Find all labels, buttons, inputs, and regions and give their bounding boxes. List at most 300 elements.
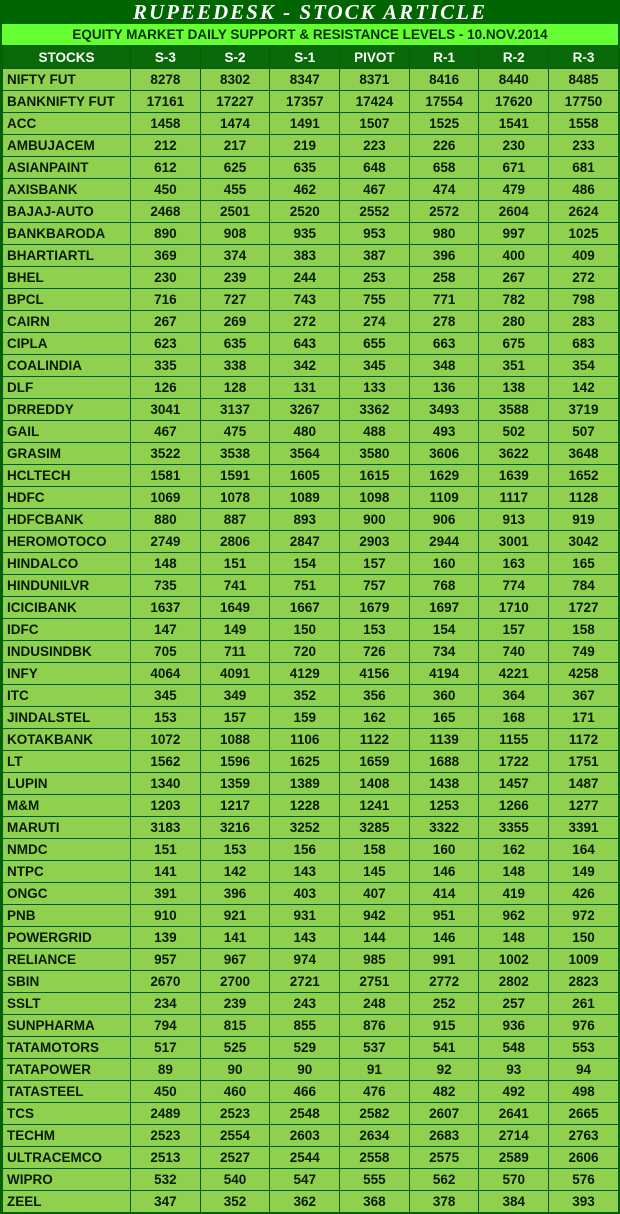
stock-name-cell: BHARTIARTL — [3, 245, 131, 267]
stock-name-cell: BANKBARODA — [3, 223, 131, 245]
stock-name-cell: GRASIM — [3, 443, 131, 465]
level-value-cell: 576 — [549, 1169, 619, 1191]
level-value-cell: 1359 — [200, 773, 270, 795]
stock-name-cell: HDFCBANK — [3, 509, 131, 531]
level-value-cell: 90 — [200, 1059, 270, 1081]
table-row — [3, 927, 619, 949]
stock-name-cell: PNB — [3, 905, 131, 927]
level-value-cell: 351 — [479, 355, 549, 377]
level-value-cell: 162 — [340, 707, 410, 729]
level-value-cell: 2604 — [479, 201, 549, 223]
level-value-cell: 158 — [549, 619, 619, 641]
level-value-cell: 419 — [479, 883, 549, 905]
level-value-cell: 1072 — [131, 729, 201, 751]
stock-name-cell: SSLT — [3, 993, 131, 1015]
level-value-cell: 1025 — [549, 223, 619, 245]
level-value-cell: 980 — [409, 223, 479, 245]
level-value-cell: 4091 — [200, 663, 270, 685]
level-value-cell: 8440 — [479, 69, 549, 91]
level-value-cell: 1525 — [409, 113, 479, 135]
level-value-cell: 675 — [479, 333, 549, 355]
level-value-cell: 1069 — [131, 487, 201, 509]
level-value-cell: 1637 — [131, 597, 201, 619]
table-row — [3, 619, 619, 641]
level-value-cell: 143 — [270, 861, 340, 883]
table-row — [3, 311, 619, 333]
level-value-cell: 223 — [340, 135, 410, 157]
stock-name-cell: MARUTI — [3, 817, 131, 839]
level-value-cell: 128 — [200, 377, 270, 399]
level-value-cell: 3216 — [200, 817, 270, 839]
level-value-cell: 492 — [479, 1081, 549, 1103]
level-value-cell: 1659 — [340, 751, 410, 773]
level-value-cell: 460 — [200, 1081, 270, 1103]
level-value-cell: 158 — [340, 839, 410, 861]
table-row — [3, 1191, 619, 1213]
level-value-cell: 935 — [270, 223, 340, 245]
level-value-cell: 217 — [200, 135, 270, 157]
level-value-cell: 476 — [340, 1081, 410, 1103]
level-value-cell: 1474 — [200, 113, 270, 135]
table-row — [3, 641, 619, 663]
level-value-cell: 2527 — [200, 1147, 270, 1169]
level-value-cell: 919 — [549, 509, 619, 531]
level-value-cell: 3355 — [479, 817, 549, 839]
level-value-cell: 1253 — [409, 795, 479, 817]
table-row — [3, 817, 619, 839]
level-value-cell: 716 — [131, 289, 201, 311]
level-value-cell: 570 — [479, 1169, 549, 1191]
table-row — [3, 487, 619, 509]
column-header: R-1 — [409, 46, 479, 69]
stock-name-cell: TATAMOTORS — [3, 1037, 131, 1059]
table-row — [3, 333, 619, 355]
level-value-cell: 2641 — [479, 1103, 549, 1125]
level-value-cell: 239 — [200, 267, 270, 289]
level-value-cell: 89 — [131, 1059, 201, 1081]
level-value-cell: 1458 — [131, 113, 201, 135]
column-header: S-3 — [131, 46, 201, 69]
table-row — [3, 971, 619, 993]
level-value-cell: 360 — [409, 685, 479, 707]
level-value-cell: 138 — [479, 377, 549, 399]
level-value-cell: 345 — [131, 685, 201, 707]
level-value-cell: 517 — [131, 1037, 201, 1059]
stock-name-cell: AMBUJACEM — [3, 135, 131, 157]
stock-name-cell: DLF — [3, 377, 131, 399]
table-row — [3, 883, 619, 905]
level-value-cell: 1228 — [270, 795, 340, 817]
table-row — [3, 905, 619, 927]
table-row — [3, 443, 619, 465]
table-row — [3, 993, 619, 1015]
level-value-cell: 139 — [131, 927, 201, 949]
level-value-cell: 4064 — [131, 663, 201, 685]
stock-name-cell: ACC — [3, 113, 131, 135]
level-value-cell: 1457 — [479, 773, 549, 795]
level-value-cell: 91 — [340, 1059, 410, 1081]
level-value-cell: 352 — [200, 1191, 270, 1213]
page-subtitle: EQUITY MARKET DAILY SUPPORT & RESISTANCE LEVELS - 10.NOV.2014 — [2, 24, 618, 45]
level-value-cell: 482 — [409, 1081, 479, 1103]
level-value-cell: 985 — [340, 949, 410, 971]
level-value-cell: 348 — [409, 355, 479, 377]
stock-name-cell: CIPLA — [3, 333, 131, 355]
stock-name-cell: JINDALSTEL — [3, 707, 131, 729]
level-value-cell: 974 — [270, 949, 340, 971]
level-value-cell: 230 — [479, 135, 549, 157]
level-value-cell: 154 — [270, 553, 340, 575]
level-value-cell: 450 — [131, 1081, 201, 1103]
level-value-cell: 498 — [549, 1081, 619, 1103]
level-value-cell: 1562 — [131, 751, 201, 773]
level-value-cell: 261 — [549, 993, 619, 1015]
level-value-cell: 391 — [131, 883, 201, 905]
level-value-cell: 1002 — [479, 949, 549, 971]
level-value-cell: 1217 — [200, 795, 270, 817]
level-value-cell: 537 — [340, 1037, 410, 1059]
level-value-cell: 936 — [479, 1015, 549, 1037]
table-row — [3, 289, 619, 311]
level-value-cell: 8485 — [549, 69, 619, 91]
level-value-cell: 171 — [549, 707, 619, 729]
level-value-cell: 502 — [479, 421, 549, 443]
level-value-cell: 396 — [409, 245, 479, 267]
level-value-cell: 1117 — [479, 487, 549, 509]
level-value-cell: 2558 — [340, 1147, 410, 1169]
level-value-cell: 462 — [270, 179, 340, 201]
level-value-cell: 547 — [270, 1169, 340, 1191]
level-value-cell: 726 — [340, 641, 410, 663]
level-value-cell: 900 — [340, 509, 410, 531]
level-value-cell: 2944 — [409, 531, 479, 553]
level-value-cell: 1639 — [479, 465, 549, 487]
level-value-cell: 2575 — [409, 1147, 479, 1169]
table-row — [3, 267, 619, 289]
level-value-cell: 3719 — [549, 399, 619, 421]
level-value-cell: 2806 — [200, 531, 270, 553]
level-value-cell: 4221 — [479, 663, 549, 685]
level-value-cell: 798 — [549, 289, 619, 311]
level-value-cell: 8302 — [200, 69, 270, 91]
level-value-cell: 226 — [409, 135, 479, 157]
stock-name-cell: M&M — [3, 795, 131, 817]
level-value-cell: 1710 — [479, 597, 549, 619]
stock-name-cell: KOTAKBANK — [3, 729, 131, 751]
level-value-cell: 734 — [409, 641, 479, 663]
level-value-cell: 991 — [409, 949, 479, 971]
level-value-cell: 335 — [131, 355, 201, 377]
level-value-cell: 369 — [131, 245, 201, 267]
table-row — [3, 575, 619, 597]
table-row — [3, 421, 619, 443]
level-value-cell: 635 — [270, 157, 340, 179]
level-value-cell: 1649 — [200, 597, 270, 619]
level-value-cell: 532 — [131, 1169, 201, 1191]
level-value-cell: 1340 — [131, 773, 201, 795]
stock-name-cell: GAIL — [3, 421, 131, 443]
table-row — [3, 223, 619, 245]
level-value-cell: 17620 — [479, 91, 549, 113]
level-value-cell: 165 — [549, 553, 619, 575]
level-value-cell: 17554 — [409, 91, 479, 113]
level-value-cell: 683 — [549, 333, 619, 355]
stock-name-cell: TCS — [3, 1103, 131, 1125]
level-value-cell: 94 — [549, 1059, 619, 1081]
level-value-cell: 3267 — [270, 399, 340, 421]
level-value-cell: 562 — [409, 1169, 479, 1191]
level-value-cell: 3391 — [549, 817, 619, 839]
level-value-cell: 146 — [409, 861, 479, 883]
level-value-cell: 347 — [131, 1191, 201, 1213]
level-value-cell: 2589 — [479, 1147, 549, 1169]
level-value-cell: 151 — [200, 553, 270, 575]
table-row — [3, 773, 619, 795]
level-value-cell: 1487 — [549, 773, 619, 795]
level-value-cell: 951 — [409, 905, 479, 927]
stock-name-cell: TATAPOWER — [3, 1059, 131, 1081]
level-value-cell: 17161 — [131, 91, 201, 113]
level-value-cell: 90 — [270, 1059, 340, 1081]
level-value-cell: 239 — [200, 993, 270, 1015]
level-value-cell: 17424 — [340, 91, 410, 113]
level-value-cell: 2749 — [131, 531, 201, 553]
table-row — [3, 1059, 619, 1081]
level-value-cell: 466 — [270, 1081, 340, 1103]
level-value-cell: 815 — [200, 1015, 270, 1037]
stock-name-cell: ASIANPAINT — [3, 157, 131, 179]
level-value-cell: 1688 — [409, 751, 479, 773]
level-value-cell: 233 — [549, 135, 619, 157]
level-value-cell: 272 — [549, 267, 619, 289]
table-row — [3, 531, 619, 553]
stock-name-cell: INFY — [3, 663, 131, 685]
level-value-cell: 267 — [131, 311, 201, 333]
level-value-cell: 2523 — [131, 1125, 201, 1147]
level-value-cell: 2670 — [131, 971, 201, 993]
level-value-cell: 2903 — [340, 531, 410, 553]
level-value-cell: 1172 — [549, 729, 619, 751]
stock-name-cell: BANKNIFTY FUT — [3, 91, 131, 113]
level-value-cell: 2489 — [131, 1103, 201, 1125]
level-value-cell: 342 — [270, 355, 340, 377]
level-value-cell: 768 — [409, 575, 479, 597]
level-value-cell: 8371 — [340, 69, 410, 91]
table-row — [3, 553, 619, 575]
level-value-cell: 2802 — [479, 971, 549, 993]
level-value-cell: 671 — [479, 157, 549, 179]
level-value-cell: 1697 — [409, 597, 479, 619]
level-value-cell: 1098 — [340, 487, 410, 509]
level-value-cell: 1155 — [479, 729, 549, 751]
level-value-cell: 2582 — [340, 1103, 410, 1125]
level-value-cell: 913 — [479, 509, 549, 531]
stock-name-cell: ITC — [3, 685, 131, 707]
level-value-cell: 150 — [549, 927, 619, 949]
level-value-cell: 1203 — [131, 795, 201, 817]
level-value-cell: 3183 — [131, 817, 201, 839]
level-value-cell: 2468 — [131, 201, 201, 223]
level-value-cell: 252 — [409, 993, 479, 1015]
level-value-cell: 705 — [131, 641, 201, 663]
level-value-cell: 962 — [479, 905, 549, 927]
level-value-cell: 658 — [409, 157, 479, 179]
table-row — [3, 1103, 619, 1125]
level-value-cell: 163 — [479, 553, 549, 575]
level-value-cell: 383 — [270, 245, 340, 267]
stock-name-cell: SBIN — [3, 971, 131, 993]
level-value-cell: 2683 — [409, 1125, 479, 1147]
level-value-cell: 625 — [200, 157, 270, 179]
level-value-cell: 2721 — [270, 971, 340, 993]
level-value-cell: 396 — [200, 883, 270, 905]
table-row — [3, 685, 619, 707]
level-value-cell: 3538 — [200, 443, 270, 465]
level-value-cell: 2714 — [479, 1125, 549, 1147]
level-value-cell: 1751 — [549, 751, 619, 773]
level-value-cell: 1389 — [270, 773, 340, 795]
stock-name-cell: ONGC — [3, 883, 131, 905]
level-value-cell: 151 — [131, 839, 201, 861]
level-value-cell: 2847 — [270, 531, 340, 553]
level-value-cell: 356 — [340, 685, 410, 707]
level-value-cell: 942 — [340, 905, 410, 927]
column-header: S-1 — [270, 46, 340, 69]
table-row — [3, 795, 619, 817]
level-value-cell: 1727 — [549, 597, 619, 619]
stock-name-cell: TATASTEEL — [3, 1081, 131, 1103]
level-value-cell: 2544 — [270, 1147, 340, 1169]
level-value-cell: 1009 — [549, 949, 619, 971]
level-value-cell: 612 — [131, 157, 201, 179]
table-row — [3, 839, 619, 861]
table-row — [3, 377, 619, 399]
stock-name-cell: HINDALCO — [3, 553, 131, 575]
level-value-cell: 387 — [340, 245, 410, 267]
stock-name-cell: DRREDDY — [3, 399, 131, 421]
level-value-cell: 3285 — [340, 817, 410, 839]
level-value-cell: 145 — [340, 861, 410, 883]
level-value-cell: 354 — [549, 355, 619, 377]
level-value-cell: 3362 — [340, 399, 410, 421]
level-value-cell: 400 — [479, 245, 549, 267]
level-value-cell: 450 — [131, 179, 201, 201]
level-value-cell: 17357 — [270, 91, 340, 113]
stock-name-cell: INDUSINDBK — [3, 641, 131, 663]
level-value-cell: 153 — [200, 839, 270, 861]
stock-name-cell: AXISBANK — [3, 179, 131, 201]
level-value-cell: 1408 — [340, 773, 410, 795]
level-value-cell: 234 — [131, 993, 201, 1015]
column-header: S-2 — [200, 46, 270, 69]
level-value-cell: 2751 — [340, 971, 410, 993]
level-value-cell: 967 — [200, 949, 270, 971]
level-value-cell: 2606 — [549, 1147, 619, 1169]
table-row — [3, 949, 619, 971]
level-value-cell: 253 — [340, 267, 410, 289]
table-row — [3, 861, 619, 883]
level-value-cell: 157 — [200, 707, 270, 729]
level-value-cell: 362 — [270, 1191, 340, 1213]
level-value-cell: 126 — [131, 377, 201, 399]
level-value-cell: 1277 — [549, 795, 619, 817]
level-value-cell: 2501 — [200, 201, 270, 223]
stock-name-cell: LUPIN — [3, 773, 131, 795]
level-value-cell: 338 — [200, 355, 270, 377]
level-value-cell: 1078 — [200, 487, 270, 509]
level-value-cell: 3522 — [131, 443, 201, 465]
level-value-cell: 880 — [131, 509, 201, 531]
level-value-cell: 976 — [549, 1015, 619, 1037]
level-value-cell: 906 — [409, 509, 479, 531]
level-value-cell: 2513 — [131, 1147, 201, 1169]
level-value-cell: 149 — [549, 861, 619, 883]
stock-name-cell: ULTRACEMCO — [3, 1147, 131, 1169]
level-value-cell: 1491 — [270, 113, 340, 135]
level-value-cell: 1088 — [200, 729, 270, 751]
level-value-cell: 153 — [131, 707, 201, 729]
level-value-cell: 1679 — [340, 597, 410, 619]
level-value-cell: 3252 — [270, 817, 340, 839]
level-value-cell: 143 — [270, 927, 340, 949]
column-header: PIVOT — [340, 46, 410, 69]
level-value-cell: 2634 — [340, 1125, 410, 1147]
level-value-cell: 548 — [479, 1037, 549, 1059]
page-title: RUPEEDESK - STOCK ARTICLE — [0, 0, 620, 24]
level-value-cell: 280 — [479, 311, 549, 333]
level-value-cell: 160 — [409, 839, 479, 861]
stock-name-cell: NIFTY FUT — [3, 69, 131, 91]
level-value-cell: 749 — [549, 641, 619, 663]
level-value-cell: 374 — [200, 245, 270, 267]
level-value-cell: 1652 — [549, 465, 619, 487]
level-value-cell: 165 — [409, 707, 479, 729]
level-value-cell: 467 — [131, 421, 201, 443]
level-value-cell: 3580 — [340, 443, 410, 465]
level-value-cell: 414 — [409, 883, 479, 905]
table-row — [3, 751, 619, 773]
level-value-cell: 2552 — [340, 201, 410, 223]
level-value-cell: 146 — [409, 927, 479, 949]
level-value-cell: 3001 — [479, 531, 549, 553]
level-value-cell: 248 — [340, 993, 410, 1015]
level-value-cell: 893 — [270, 509, 340, 531]
level-value-cell: 1558 — [549, 113, 619, 135]
level-value-cell: 4129 — [270, 663, 340, 685]
level-value-cell: 148 — [479, 861, 549, 883]
stock-name-cell: CAIRN — [3, 311, 131, 333]
table-row — [3, 69, 619, 91]
level-value-cell: 475 — [200, 421, 270, 443]
level-value-cell: 488 — [340, 421, 410, 443]
stock-name-cell: BPCL — [3, 289, 131, 311]
level-value-cell: 876 — [340, 1015, 410, 1037]
level-value-cell: 278 — [409, 311, 479, 333]
column-header: R-3 — [549, 46, 619, 69]
table-header-row — [3, 46, 619, 69]
levels-table — [2, 45, 619, 1213]
level-value-cell: 681 — [549, 157, 619, 179]
level-value-cell: 1591 — [200, 465, 270, 487]
table-row — [3, 1125, 619, 1147]
table-row — [3, 663, 619, 685]
level-value-cell: 480 — [270, 421, 340, 443]
level-value-cell: 219 — [270, 135, 340, 157]
table-row — [3, 509, 619, 531]
column-header: R-2 — [479, 46, 549, 69]
level-value-cell: 1596 — [200, 751, 270, 773]
level-value-cell: 349 — [200, 685, 270, 707]
